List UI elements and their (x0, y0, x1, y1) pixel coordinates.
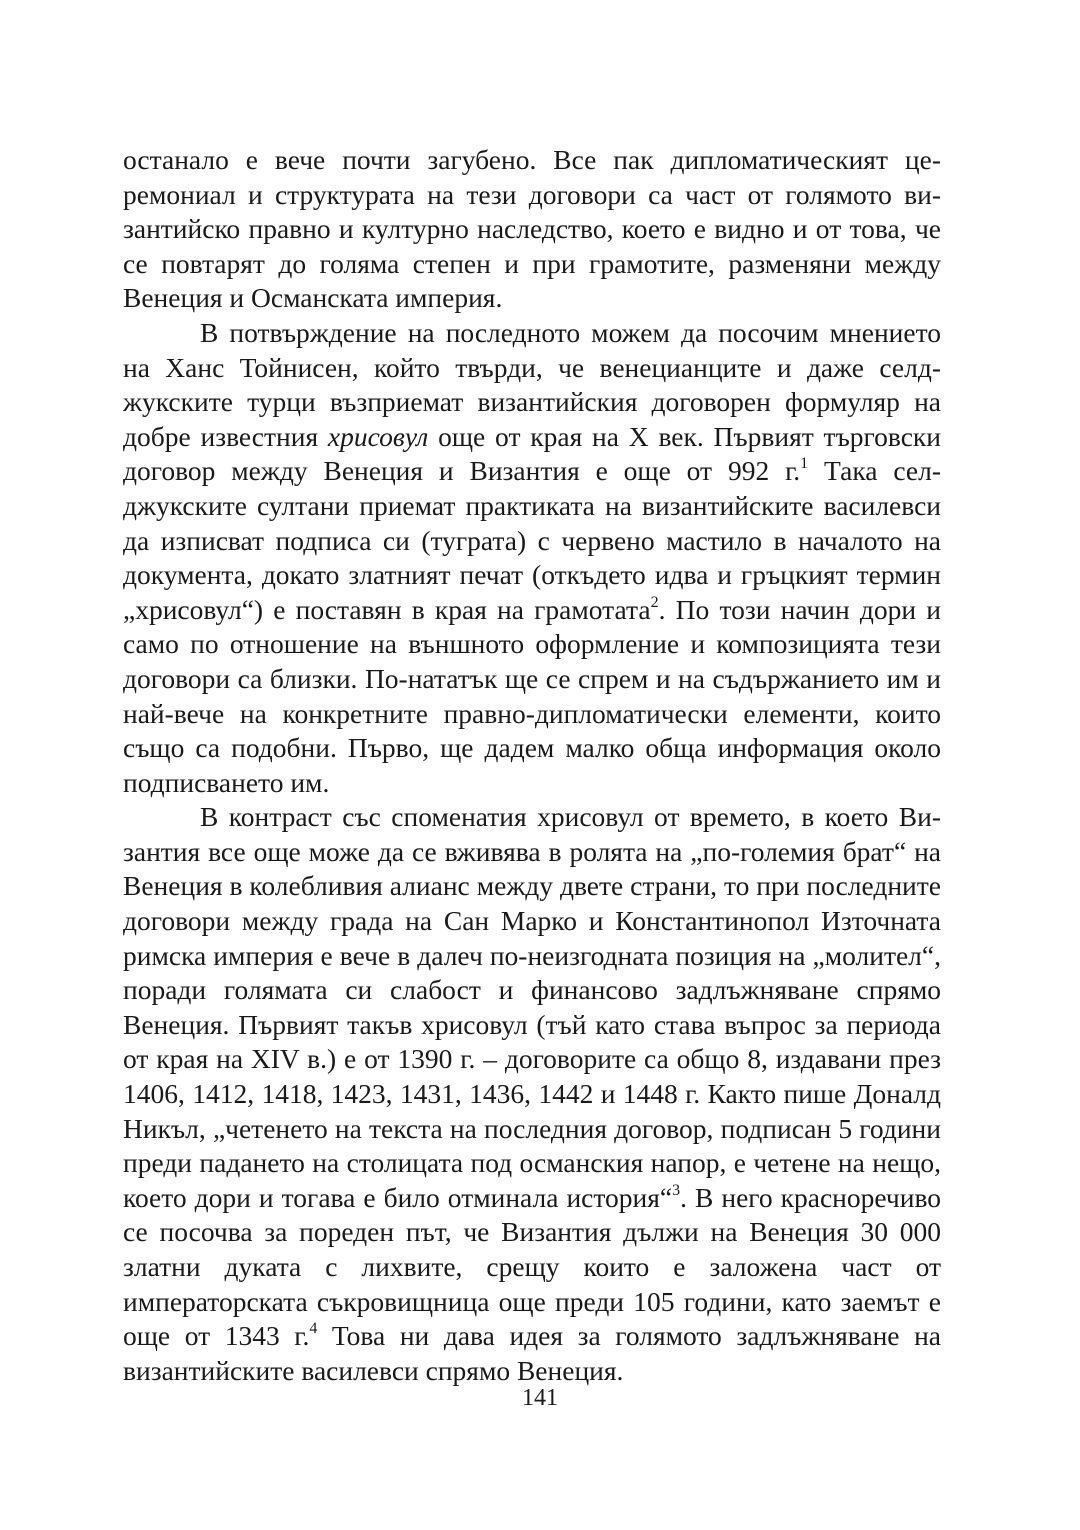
body-text (123, 143, 941, 1388)
paragraph-text: още от края на X век. Първият търговски договор между Венеция и Византия е още от 992 г. (123, 420, 941, 487)
footnote-marker: 2 (650, 593, 659, 611)
paragraph-2 (123, 316, 941, 800)
paragraph-text: . В него красноречиво се посочва за пореден път, че Византия дължи на Венеция 30 000 златни дуката с лихвите, срещу които е заложена част от императорската съкровищница още преди 105 години, като заемът е още от 1343 г. (123, 1181, 941, 1352)
paragraph-1 (123, 143, 941, 316)
footnote-marker: 1 (800, 455, 809, 473)
footnote-marker: 4 (309, 1320, 318, 1338)
paragraph-text: Така селджукските султани приемат практиката на византийските василевси да изписват подписа си (туграта) с червено мастило в началото на документа, докато златният печат (откъдето идва и гръцкият термин „хрисовул“) е поставян в края на грамотата (123, 455, 941, 625)
footnote-marker: 3 (672, 1181, 681, 1199)
paragraph-text: В контраст със споменатия хрисовул от времето, в което Византия все още може да се вживява в ролята на „по-големия брат“ на Венеция в колебливия алианс между двете страни, то при последните договори между града на Сан Марко и Константинопол Източната римска империя е вече в далеч по-неизгодната позиция на „молител“, поради голямата си слабост и финансово задлъжняване спрямо Венеция. Първият такъв хрисовул (тъй като става въпрос за периода от края на XIV в.) е от 1390 г. – договорите са общо 8, издавани през 1406, 1412, 1418, 1423, 1431, 1436, 1442 и 1448 г. Както пише Доналд Никъл, „четенето на текста на последния договор, подписан 5 години преди падането на столицата под османския напор, е четене на нещо, което дори и тогава е било отминала история“ (123, 801, 941, 1213)
paragraph-text: . По този начин дори и само по отношение на външното оформление и композицията тези договори са близки. По-нататък ще се спрем и на съдържанието им и най-вече на конкретните правно-дипломатически елементи, които също са подобни. Първо, ще дадем малко обща информация около подписването им. (123, 593, 942, 798)
paragraph-3 (123, 800, 941, 1388)
paragraph-text: Това ни дава идея за голямото задлъжняване на византийските василевси спрямо Венеция. (123, 1320, 941, 1386)
paragraph-text: останало е вече почти загубено. Все пак дипломатическият церемониал и структурата на тези договори са част от голямото византийско правно и културно наследство, което е видно и от това, че се повтарят до голяма степен и при грамотите, разменяни между Венеция и Османската империя. (123, 144, 941, 314)
page-number: 141 (522, 1385, 558, 1411)
paragraph-text: В потвърждение на последното можем да посочим мнението на Ханс Тойнисен, който твърди, че венецианците и даже селджукските турци възприемат византийския договорен формуляр на добре известния (123, 316, 941, 452)
italic-term: хрисовул (327, 420, 429, 452)
